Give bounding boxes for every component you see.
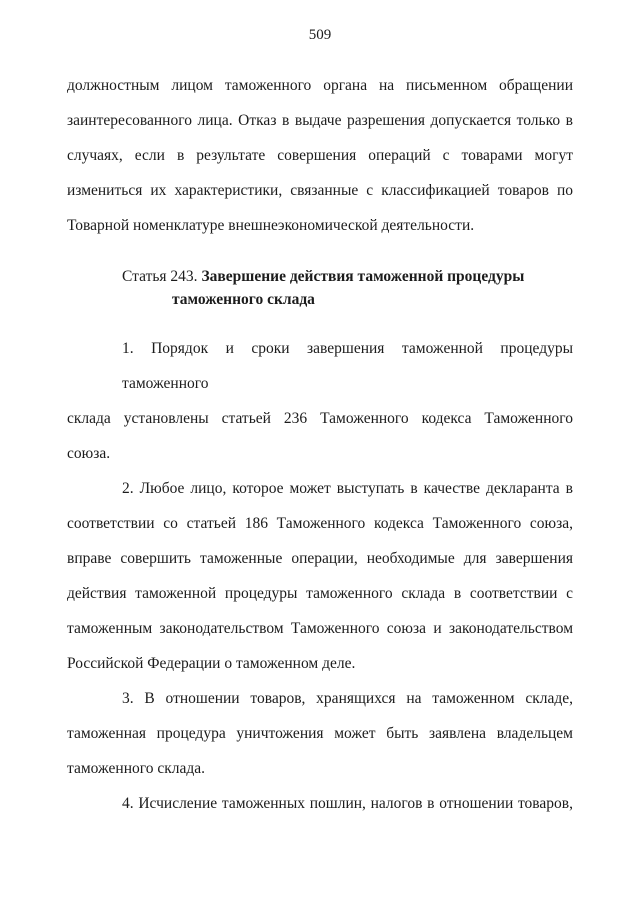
text-line: склада установлены статьей 236 Таможенного кодекса Таможенного — [67, 410, 573, 427]
paragraph-1 — [67, 331, 573, 471]
page-number: 509 — [308, 27, 332, 43]
text-line: таможенным законодательством Таможенного союза и законодательством — [67, 620, 573, 637]
text-line: вправе совершить таможенные операции, необходимые для завершения — [67, 550, 573, 567]
text-line: таможенного склада. — [67, 760, 206, 777]
intro-paragraph — [67, 68, 573, 243]
article-heading-line1 — [122, 265, 573, 288]
text-line: 4. Исчисление таможенных пошлин, налогов в отношении товаров, — [122, 795, 573, 812]
paragraph-4 — [67, 786, 573, 821]
page-content — [67, 68, 573, 821]
text-line: измениться их характеристики, связанные с классификацией товаров по — [67, 182, 573, 199]
text-line: соответствии со статьей 186 Таможенного кодекса Таможенного союза, — [67, 515, 573, 532]
text-line: таможенная процедура уничтожения может быть заявлена владельцем — [67, 725, 573, 742]
article-title-part2: таможенного склада — [172, 291, 315, 308]
text-line: Товарной номенклатуре внешнеэкономической деятельности. — [67, 217, 475, 234]
text-line: 3. В отношении товаров, хранящихся на таможенном складе, — [122, 690, 573, 707]
text-line: 1. Порядок и сроки завершения таможенной процедуры таможенного — [122, 340, 573, 392]
text-line: случаях, если в результате совершения операций с товарами могут — [67, 147, 573, 164]
text-line: союза. — [67, 445, 111, 462]
text-line: должностным лицом таможенного органа на письменном обращении — [67, 77, 573, 94]
article-title-part1: Завершение действия таможенной процедуры — [201, 268, 525, 285]
article-number: Статья 243. — [122, 268, 198, 285]
paragraph-3 — [67, 681, 573, 786]
text-line: Российской Федерации о таможенном деле. — [67, 655, 356, 672]
text-line: заинтересованного лица. Отказ в выдаче разрешения допускается только в — [67, 112, 573, 129]
paragraph-2 — [67, 471, 573, 681]
article-heading — [67, 265, 573, 311]
text-line: 2. Любое лицо, которое может выступать в качестве декларанта в — [122, 480, 573, 497]
text-line: действия таможенной процедуры таможенного склада в соответствии с — [67, 585, 573, 602]
